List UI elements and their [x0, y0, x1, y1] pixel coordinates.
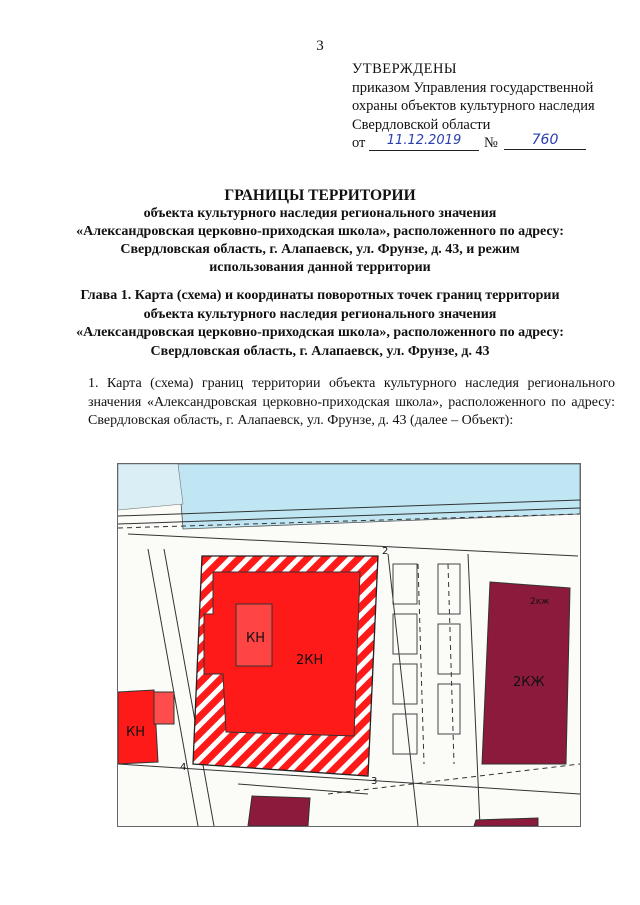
- approval-number: 760: [504, 131, 586, 150]
- bottom-building-right: [474, 818, 538, 826]
- chapter-heading: [40, 287, 600, 361]
- document-title: [40, 186, 600, 277]
- approval-date: 11.12.2019: [369, 132, 479, 151]
- title-line-1: объекта культурного наследия регионального значения: [143, 206, 497, 221]
- point-4-label: 4: [180, 762, 187, 773]
- map-drawing: [118, 464, 580, 826]
- right-building-label: 2КЖ: [513, 675, 545, 690]
- chapter-line-2: объекта культурного наследия регионального значения: [143, 306, 497, 322]
- title-line-3: Свердловская область, г. Алапаевск, ул. Фрунзе, д. 43, и режим: [120, 242, 520, 257]
- approval-block: [352, 60, 627, 154]
- left-building-annex: [154, 692, 174, 724]
- main-building: [204, 572, 360, 736]
- chapter-line-1: Глава 1. Карта (схема) и координаты поворотных точек границ территории: [80, 288, 560, 303]
- approval-line-1: приказом Управления государственной: [352, 79, 594, 96]
- title-line-2: «Александровская церковно-приходская школа», расположенного по адресу:: [76, 224, 564, 239]
- river-strip: [178, 464, 580, 529]
- approval-heading: УТВЕРЖДЕНЫ: [352, 61, 458, 77]
- point-3-label: 3: [371, 776, 378, 787]
- right-building: [482, 582, 570, 764]
- right-building-top-label: 2кж: [530, 597, 550, 607]
- bottom-building-left: [248, 796, 310, 826]
- page-number: 3: [316, 38, 324, 54]
- parking-blocks: [393, 564, 460, 754]
- river-left-strip: [118, 464, 183, 510]
- title-line-4: использования данной территории: [209, 260, 431, 275]
- number-prefix: №: [484, 135, 498, 151]
- approval-line-3: Свердловской области: [352, 116, 491, 133]
- title-main: ГРАНИЦЫ ТЕРРИТОРИИ: [224, 187, 416, 204]
- paragraph-1: 1. Карта (схема) границ территории объекта культурного наследия регионального значения «Александровская церковно-приходская школа», расположенного по адресу: Свердловская область, г. Алапаевск, ул. Фрунзе, д. 43 (далее – Объект):: [88, 376, 615, 428]
- approval-line-2: охраны объектов культурного наследия: [352, 98, 595, 114]
- chapter-line-4: Свердловская область, г. Алапаевск, ул. Фрунзе, д. 43: [150, 343, 490, 359]
- territory-map: [117, 463, 581, 827]
- chapter-line-3: «Александровская церковно-приходская школа», расположенного по адресу:: [76, 325, 564, 340]
- kn-inner-label: КН: [246, 631, 266, 646]
- date-prefix: от: [352, 135, 366, 151]
- left-building-label: КН: [126, 725, 146, 740]
- main-building-label: 2КН: [296, 653, 324, 668]
- approval-date-line: [352, 134, 627, 154]
- point-2-label: 2: [382, 546, 389, 557]
